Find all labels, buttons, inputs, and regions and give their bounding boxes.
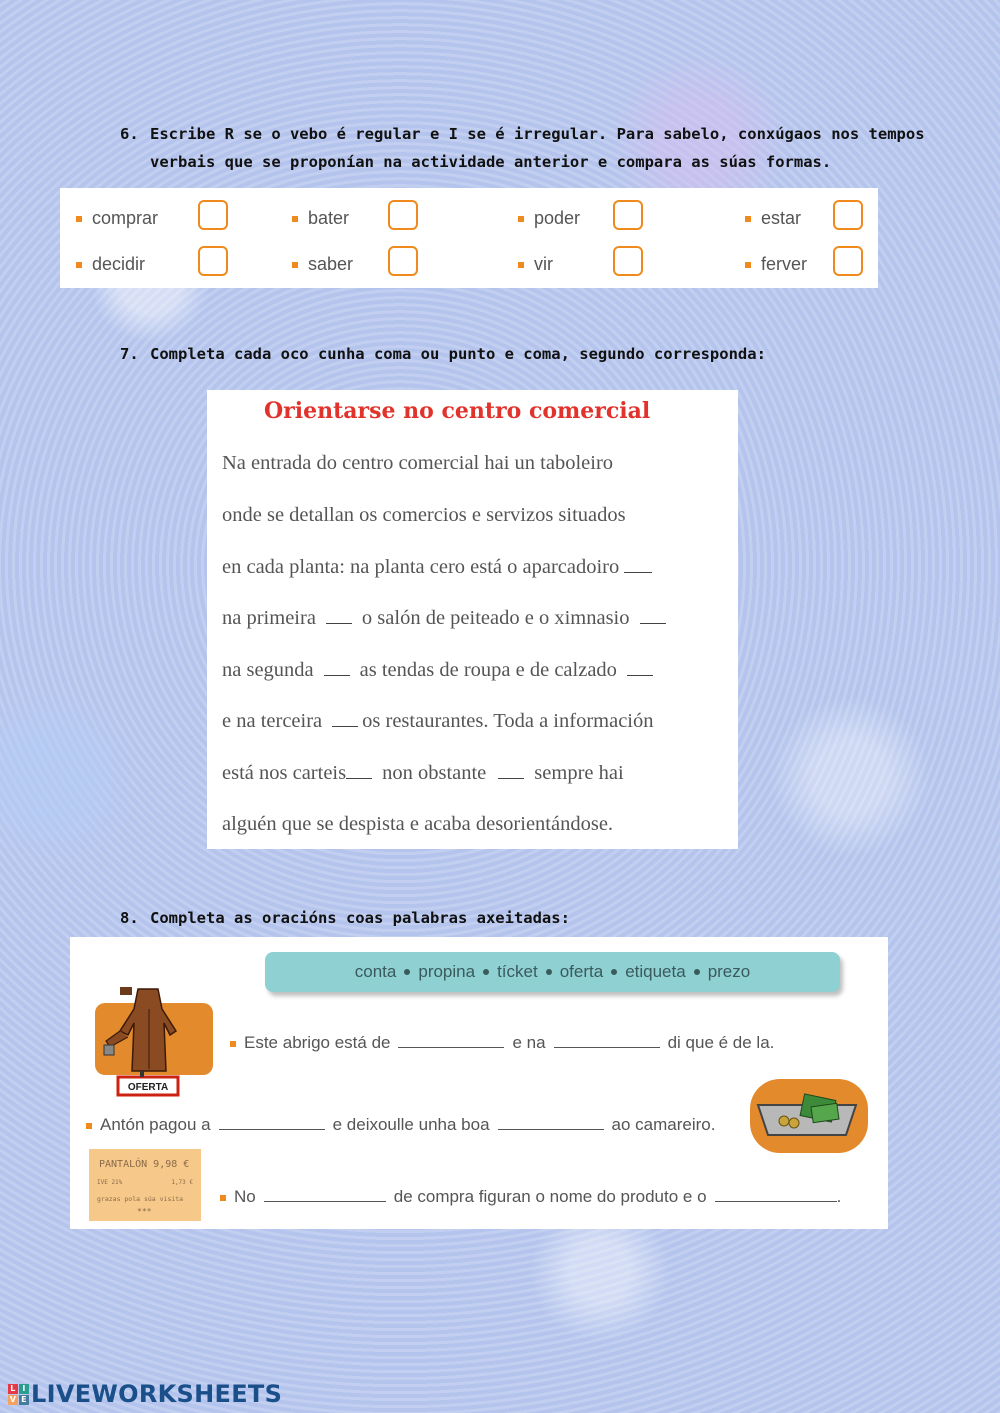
verb-item	[76, 208, 158, 229]
reading-line	[222, 607, 672, 630]
sentence-text: .	[836, 1187, 842, 1206]
square-bullet-icon	[76, 216, 82, 222]
reading-text: as tendas de roupa e de calzado	[359, 659, 617, 681]
reading-text: o salón de peiteado e o ximnasio	[361, 607, 630, 629]
word-bank	[265, 952, 840, 992]
punctuation-blank[interactable]	[346, 776, 372, 779]
reading-line	[222, 659, 659, 682]
sentence-text: di que é de la.	[667, 1033, 775, 1052]
reading-line	[222, 504, 626, 527]
question-number: 6.	[120, 125, 139, 143]
verb-label: decidir	[92, 254, 146, 274]
question-7	[120, 340, 766, 368]
verb-label: comprar	[92, 208, 159, 228]
sentence-2	[86, 1115, 715, 1135]
verb-item	[292, 208, 349, 229]
punctuation-blank[interactable]	[324, 673, 350, 676]
punctuation-blank[interactable]	[627, 673, 653, 676]
square-bullet-icon	[220, 1195, 226, 1201]
answer-blank[interactable]	[264, 1200, 386, 1202]
reading-text: os restaurantes. Toda a información	[362, 710, 654, 732]
answer-box-estar[interactable]	[833, 200, 863, 230]
punctuation-blank[interactable]	[624, 570, 652, 573]
sentences-panel	[70, 937, 888, 1229]
verb-item	[745, 254, 807, 275]
answer-blank[interactable]	[398, 1046, 504, 1048]
reading-text: e na terceira	[222, 710, 323, 732]
punctuation-blank[interactable]	[332, 724, 358, 727]
answer-box-ferver[interactable]	[833, 246, 863, 276]
answer-blank[interactable]	[498, 1128, 604, 1130]
reading-text: na segunda	[222, 659, 314, 681]
reading-line	[222, 710, 654, 733]
answer-box-saber[interactable]	[388, 246, 418, 276]
reading-text: alguén que se despista e acaba desorientándose.	[222, 813, 614, 835]
verb-label: vir	[534, 254, 553, 274]
reading-line	[222, 556, 658, 579]
receipt-thanks: grazas pola súa visita	[97, 1195, 184, 1203]
sentence-1	[230, 1033, 774, 1053]
word-bank-item: prezo	[707, 962, 751, 981]
square-bullet-icon	[230, 1041, 236, 1047]
answer-box-comprar[interactable]	[198, 200, 228, 230]
receipt-tax-value: 1,73 €	[171, 1179, 193, 1186]
word-bank-item: etiqueta	[625, 962, 686, 981]
square-bullet-icon	[745, 216, 751, 222]
square-bullet-icon	[518, 216, 524, 222]
sentence-text: e deixoulle unha boa	[332, 1115, 490, 1134]
reading-text: en cada planta: na planta cero está o aparcadoiro	[222, 556, 620, 578]
receipt-tax-row	[97, 1179, 193, 1186]
question-7-text: Completa cada oco cunha coma ou punto e coma, segundo corresponda:	[150, 345, 766, 363]
verb-label: saber	[308, 254, 354, 274]
reading-text: sempre hai	[534, 762, 624, 784]
verb-item	[518, 208, 580, 229]
verb-item	[745, 208, 801, 229]
bullet-dot-icon	[694, 969, 700, 975]
verb-table	[60, 188, 878, 288]
receipt-image	[89, 1149, 201, 1221]
punctuation-blank[interactable]	[640, 621, 666, 624]
answer-blank[interactable]	[554, 1046, 660, 1048]
receipt-item: PANTALÓN 9,98 €	[99, 1159, 190, 1170]
reading-text: onde se detallan os comercios e servizos situados	[222, 504, 626, 526]
question-number: 7.	[120, 345, 139, 363]
word-bank-item: oferta	[559, 962, 604, 981]
word-bank-item: tícket	[497, 962, 538, 981]
reading-panel	[207, 390, 738, 849]
verb-item	[518, 254, 553, 275]
reading-text: na primeira	[222, 607, 316, 629]
verb-label: ferver	[761, 254, 808, 274]
square-bullet-icon	[292, 262, 298, 268]
bullet-dot-icon	[611, 969, 617, 975]
reading-text: Na entrada do centro comercial hai un taboleiro	[222, 452, 614, 474]
bullet-dot-icon	[546, 969, 552, 975]
punctuation-blank[interactable]	[326, 621, 352, 624]
reading-line	[222, 762, 624, 785]
question-6-text-line2: verbais que se proponían na actividade anterior e compara as súas formas.	[150, 153, 832, 171]
punctuation-blank[interactable]	[498, 776, 524, 779]
answer-box-poder[interactable]	[613, 200, 643, 230]
answer-box-decidir[interactable]	[198, 246, 228, 276]
square-bullet-icon	[518, 262, 524, 268]
logo-text: LIVEWORKSHEETS	[31, 1380, 283, 1408]
sentence-3	[220, 1187, 841, 1207]
reading-line	[222, 452, 613, 475]
bullet-dot-icon	[404, 969, 410, 975]
tray-tip-illustration	[746, 1077, 872, 1155]
question-8-text: Completa as oracións coas palabras axeitadas:	[150, 909, 570, 927]
verb-item	[76, 254, 145, 275]
verb-label: poder	[534, 208, 581, 228]
coat-offer-illustration	[80, 979, 215, 1099]
answer-box-bater[interactable]	[388, 200, 418, 230]
sentence-text: e na	[512, 1033, 546, 1052]
question-8	[120, 904, 570, 932]
square-bullet-icon	[86, 1123, 92, 1129]
sentence-text: Este abrigo está de	[244, 1033, 391, 1052]
sentence-text: ao camareiro.	[611, 1115, 716, 1134]
reading-text: non obstante	[382, 762, 487, 784]
square-bullet-icon	[745, 262, 751, 268]
word-bank-item: conta	[354, 962, 397, 981]
reading-line	[222, 813, 613, 836]
receipt-stars: ***	[137, 1207, 152, 1216]
square-bullet-icon	[292, 216, 298, 222]
logo-mark-icon: L I V E	[8, 1384, 29, 1405]
sentence-text: de compra figuran o nome do produto e o	[393, 1187, 707, 1206]
sentence-text: No	[234, 1187, 256, 1206]
verb-label: bater	[308, 208, 350, 228]
offer-sign-label: OFERTA	[127, 1082, 169, 1093]
answer-blank[interactable]	[715, 1200, 837, 1202]
reading-text: está nos carteis	[222, 762, 347, 784]
question-6-text-line1: Escribe R se o vebo é regular e I se é irregular. Para sabelo, conxúgaos nos tempos	[150, 125, 925, 143]
verb-item	[292, 254, 353, 275]
receipt-tax-label: IVE 21%	[97, 1179, 123, 1186]
reading-title: Orientarse no centro comercial	[264, 398, 651, 424]
liveworksheets-logo[interactable]	[8, 1380, 282, 1408]
bullet-dot-icon	[483, 969, 489, 975]
question-6	[120, 120, 925, 176]
square-bullet-icon	[76, 262, 82, 268]
question-number: 8.	[120, 909, 139, 927]
answer-box-vir[interactable]	[613, 246, 643, 276]
word-bank-item: propina	[418, 962, 476, 981]
sentence-text: Antón pagou a	[100, 1115, 211, 1134]
answer-blank[interactable]	[219, 1128, 325, 1130]
verb-label: estar	[761, 208, 802, 228]
